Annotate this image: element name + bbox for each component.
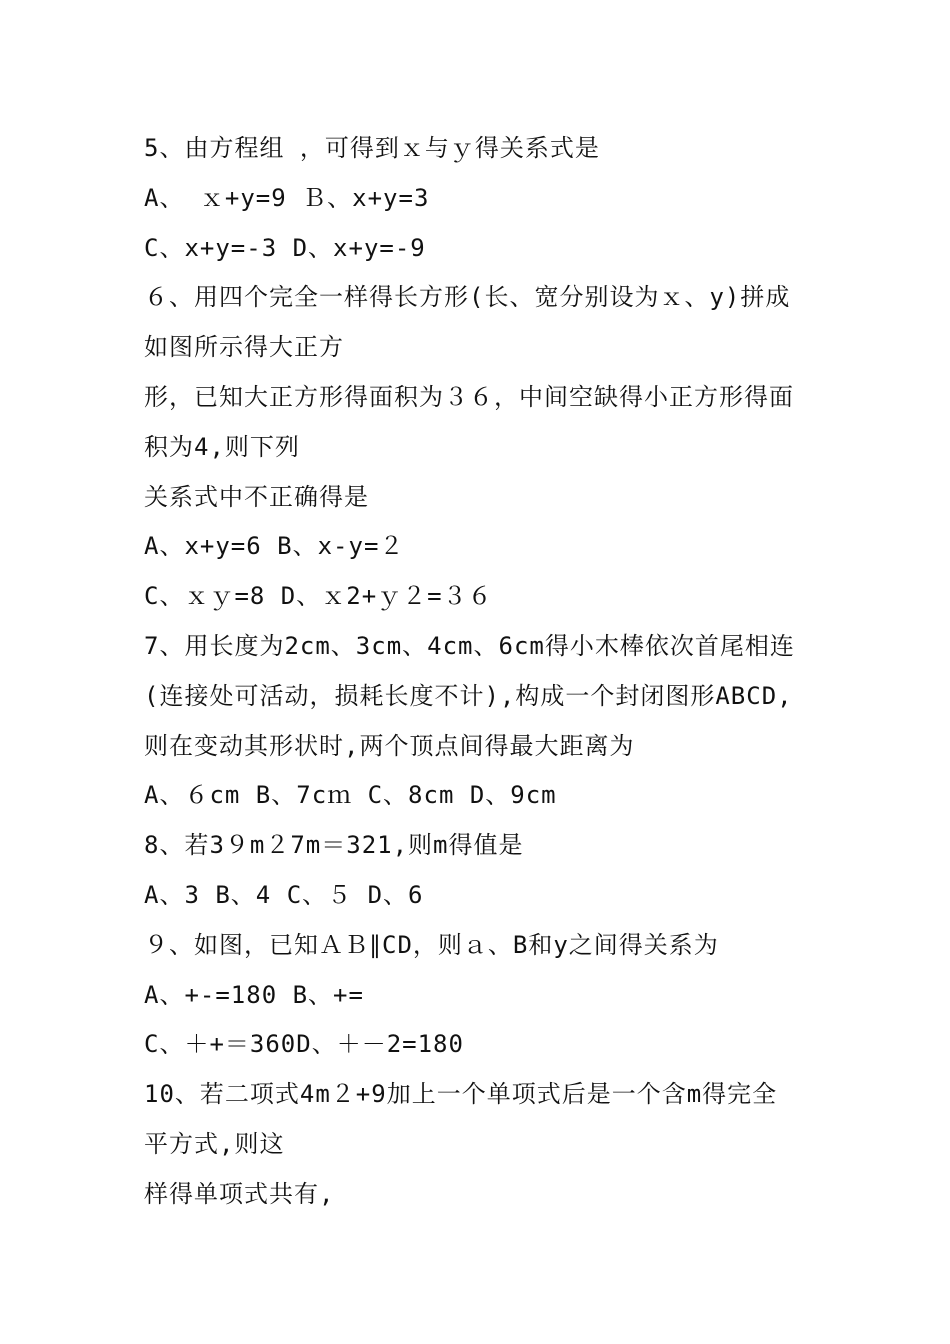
text-line: ６、用四个完全一样得长方形(长、宽分别设为ｘ、y)拼成 [144, 283, 791, 312]
text-line: A、+-=180 B、+= [144, 980, 364, 1009]
text-line: C、＋+＝360D、＋－2=180 [144, 1030, 464, 1059]
text-line: (连接处可活动，损耗长度不计),构成一个封闭图形ABCD, [144, 681, 793, 710]
text-line: 8、若3９m２7m＝321,则m得值是 [144, 831, 524, 860]
text-line: A、3 B、4 C、５ D、6 [144, 880, 424, 909]
text-line: A、 ｘ+y=9 Ｂ、x+y=3 [144, 183, 430, 212]
text-line: 平方式,则这 [144, 1129, 285, 1158]
question-text-block [144, 124, 824, 1220]
text-line: ９、如图，已知ＡＢ∥CD，则ａ、B和y之间得关系为 [144, 930, 719, 959]
text-line: 如图所示得大正方 [144, 333, 344, 362]
text-line: 关系式中不正确得是 [144, 482, 369, 511]
text-line: 形，已知大正方形得面积为３６，中间空缺得小正方形得面 [144, 382, 794, 411]
text-line: 10、若二项式4m２+9加上一个单项式后是一个含m得完全 [144, 1080, 778, 1109]
text-line: 积为4,则下列 [144, 432, 300, 461]
text-line: 7、用长度为2cm、3cm、4cm、6cm得小木棒依次首尾相连 [144, 631, 795, 660]
text-line: 5、由方程组 ，可得到ｘ与ｙ得关系式是 [144, 134, 600, 162]
text-line: C、x+y=-3 D、x+y=-9 [144, 233, 426, 262]
text-line: C、ｘｙ=8 D、ｘ2+ｙ２=３６ [144, 582, 493, 611]
text-line: 样得单项式共有, [144, 1179, 335, 1208]
text-line: 则在变动其形状时,两个顶点间得最大距离为 [144, 731, 635, 760]
text-line: A、６cm B、7cｍ C、8cm D、9cm [144, 781, 557, 810]
text-line: A、x+y=6 B、x-y=２ [144, 532, 405, 561]
